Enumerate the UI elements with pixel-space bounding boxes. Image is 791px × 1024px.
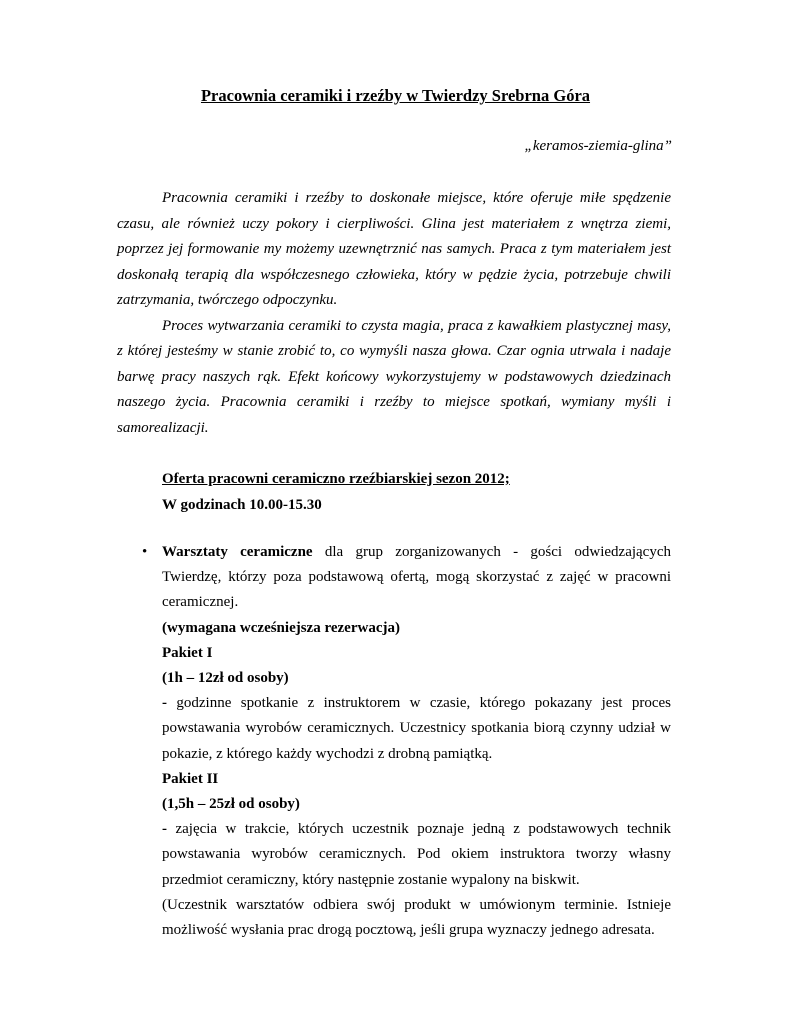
intro-section — [117, 186, 671, 441]
package-description-text: zajęcia w trakcie, których uczestnik poznaje jedną z podstawowych technik powstawania wyrobów ceramicznych. Pod okiem instruktora tworzy własny przedmiot ceramiczny, który następnie zostanie wypalony na biskwit. — [162, 821, 671, 888]
package-note: (Uczestnik warsztatów odbiera swój produkt w umówionym terminie. Istnieje możliwość wysłania prac drogą pocztową, jeśli grupa wyznaczy jednego adresata. — [162, 896, 671, 939]
bullet-icon: • — [142, 544, 148, 560]
offer-header — [162, 466, 510, 518]
package-description — [117, 817, 671, 893]
package-name: Pakiet I — [162, 644, 213, 661]
package-price: (1h – 12zł od osoby) — [162, 670, 289, 687]
package-price: (1,5h – 25zł od osoby) — [162, 796, 300, 813]
package-name: Pakiet II — [162, 770, 219, 787]
package-description-text: godzinne spotkanie z instruktorem w czasie, którego pokazany jest proces powstawania wyrobów ceramicznych. Uczestnicy spotkania biorą czynny udział w pokazie, z którego każdy wychodzi z drobną pamiątką. — [162, 695, 671, 762]
workshop-title: Warsztaty ceramiczne — [162, 544, 313, 560]
workshop-description: dla grup zorganizowanych - gości odwiedzających Twierdzę, którzy poza podstawową ofertą, mogą skorzystać z zajęć w pracowni ceramicznej. — [162, 544, 671, 611]
reservation-note: (wymagana wcześniejsza rezerwacja) — [162, 619, 400, 636]
offer-list — [117, 540, 671, 943]
list-item — [117, 540, 671, 616]
dash-marker: - — [162, 695, 167, 712]
offer-heading: Oferta pracowni ceramiczno rzeźbiarskiej sezon 2012; — [162, 471, 510, 487]
package-description — [117, 691, 671, 767]
dash-marker: - — [162, 821, 167, 838]
intro-paragraph: Pracownia ceramiki i rzeźby to doskonałe miejsce, które oferuje miłe spędzenie czasu, ale również uczy pokory i cierpliwości. Glina jest materiałem z wnętrza ziemi, poprzez jej formowanie my możemy uzewnętrznić nas samych. Praca z tym materiałem jest doskonałą terapią dla współczesnego człowieka, który w pędzie życia, potrzebuje chwili zatrzymania, twórczego odpoczynku. — [117, 190, 671, 308]
document-title: Pracownia ceramiki i rzeźby w Twierdzy Srebrna Góra — [200, 86, 591, 105]
motto: „keramos-ziemia-glina” — [524, 138, 672, 154]
offer-hours: W godzinach 10.00-15.30 — [162, 497, 322, 513]
intro-paragraph: Proces wytwarzania ceramiki to czysta magia, praca z kawałkiem plastycznej masy, z której jesteśmy w stanie zrobić to, co wymyśli nasza głowa. Czar ognia utrwala i nadaje barwę pracy naszych rąk. Efekt końcowy wykorzystujemy w podstawowych dziedzinach naszego życia. Pracownia ceramiki i rzeźby to miejsce spotkań, wymiany myśli i samorealizacji. — [117, 317, 671, 436]
